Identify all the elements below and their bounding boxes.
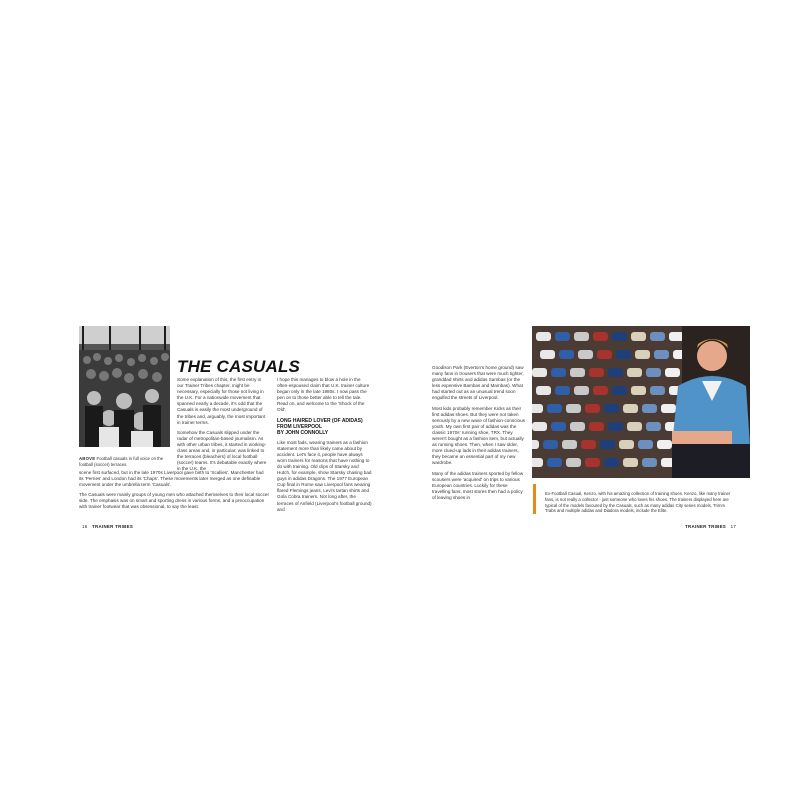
running-head: TRAINER TRIBES [685, 524, 727, 529]
paragraph: Many of the adidas trainers sported by fellow scousers were 'acquired' on trips to various European countries. Luckily for these travelling fans, most stores then had a policy of leaving shoes in [432, 470, 524, 500]
body-column-1 [177, 377, 267, 476]
subhead-title: LONG HAIRED LOVER (OF ADIDAS) FROM LIVERPOOL [277, 417, 363, 430]
paragraph: Like most fads, wearing trainers as a fashion statement more than likely came about by accident. Let's face it, people have always worn trainers for reasons that have nothing to do with training. Old clips of Starsky and Hutch, for example, show Starsky chasing bad guys in adidas Dragons. The 1977 European Cup final in Rome saw Liverpool fans wearing flared Flemings jeans, Levi's tartan shirts and Gola Cobra trainers. Not long after, the terraces of Anfield (Liverpool's football ground) and [277, 439, 372, 512]
section-subhead [277, 418, 372, 430]
page-number: 16 [82, 524, 88, 529]
running-head: TRAINER TRIBES [92, 524, 134, 529]
folio-left [79, 524, 133, 529]
body-wide-text [79, 470, 269, 515]
paragraph: The Casuals were mainly groups of young men who attached themselves to their local soccer side. The emphasis was on smart and sporting dress in various forms, and a preoccupation with trainer footwear that was obsessional, to say the least. [79, 492, 269, 510]
byline: BY JOHN CONNOLLY [277, 429, 329, 436]
folio-right [685, 524, 739, 529]
crowd-photo-graphic [79, 326, 170, 447]
body-column-2 [277, 377, 372, 517]
left-photo-caption [79, 456, 169, 468]
crowd-photo [79, 326, 170, 447]
paragraph: Somehow the Casuals slipped under the radar of metropolitan-based journalism. As with other urban tribes, it started in working-class areas and, in particular, was linked to the terraces (bleachers) of local football (soccer) teams. It's debatable exactly where in the U.K. the [177, 429, 267, 472]
page-title: THE CASUALS [177, 357, 301, 376]
page-number: 17 [730, 524, 737, 529]
paragraph: Most kids probably remember Kicks as their first adidas shoes. But they were not taken seriously by a new wave of fashion-conscious youth. My own first pair of adidas was the classic 1970s' running shoe, TRX. They weren't bought as a fashion item, but actually as running shoes. Then, when I saw older, more clued-up lads in their adidas trainers, they became an essential part of my new wardrobe. [432, 405, 525, 466]
paragraph: scene first surfaced, but in the late 1970s Liverpool gave birth to 'Scallies', Manchester had its 'Perries' and London had its 'Chaps'. These movements later merged as one definable movement under the umbrella term 'Casuals'. [79, 470, 264, 488]
paragraph: I hope this manages to blow a hole in the often-espoused claim that U.K. trainer culture began only in the late 1980s. I now pass the pen on to those better able to tell the tale. Read on, and welcome to the 'Shock of the Old'. [277, 377, 370, 413]
body-column-3 [432, 365, 527, 505]
caption-accent-bar [533, 484, 536, 514]
caption-label: ABOVE [79, 456, 96, 461]
right-photo-caption: Ex-Football Casual, Kenzo, with his amazing collection of training shoes. Kenzo, like many trainer fans, is not really a collector - just someone who loves his shoes. The trainers displayed here are typical of the models favoured by the Casuals, such as many adidas City series models, Trimm Trabs and multiple adidas and Diadora models, include the Elite. [545, 491, 731, 514]
paragraph: Goodison Park (Everton's home ground) saw many fans in trousers that were much tighter, granddad shirts and adidas Sambas (or the less expensive Bambas and Mambas). What had started out as an unusual trend soon engulfed the streets of Liverpool. [432, 365, 524, 401]
paragraph: Some explanation of this, the first entry in our Trainer Tribes chapter, might be necessary, especially for those not living in the U.K. For a nationwide movement that spanned nearly a decade, it's odd that the Casuals is easily the most underground of the tribes and, arguably, the most important in trainer terms. [177, 377, 266, 425]
trainer-collection-photo [532, 326, 750, 478]
trainer-collection-graphic [532, 326, 750, 478]
caption-text: Football casuals in full voice on the football (soccer) terraces. [79, 456, 164, 467]
